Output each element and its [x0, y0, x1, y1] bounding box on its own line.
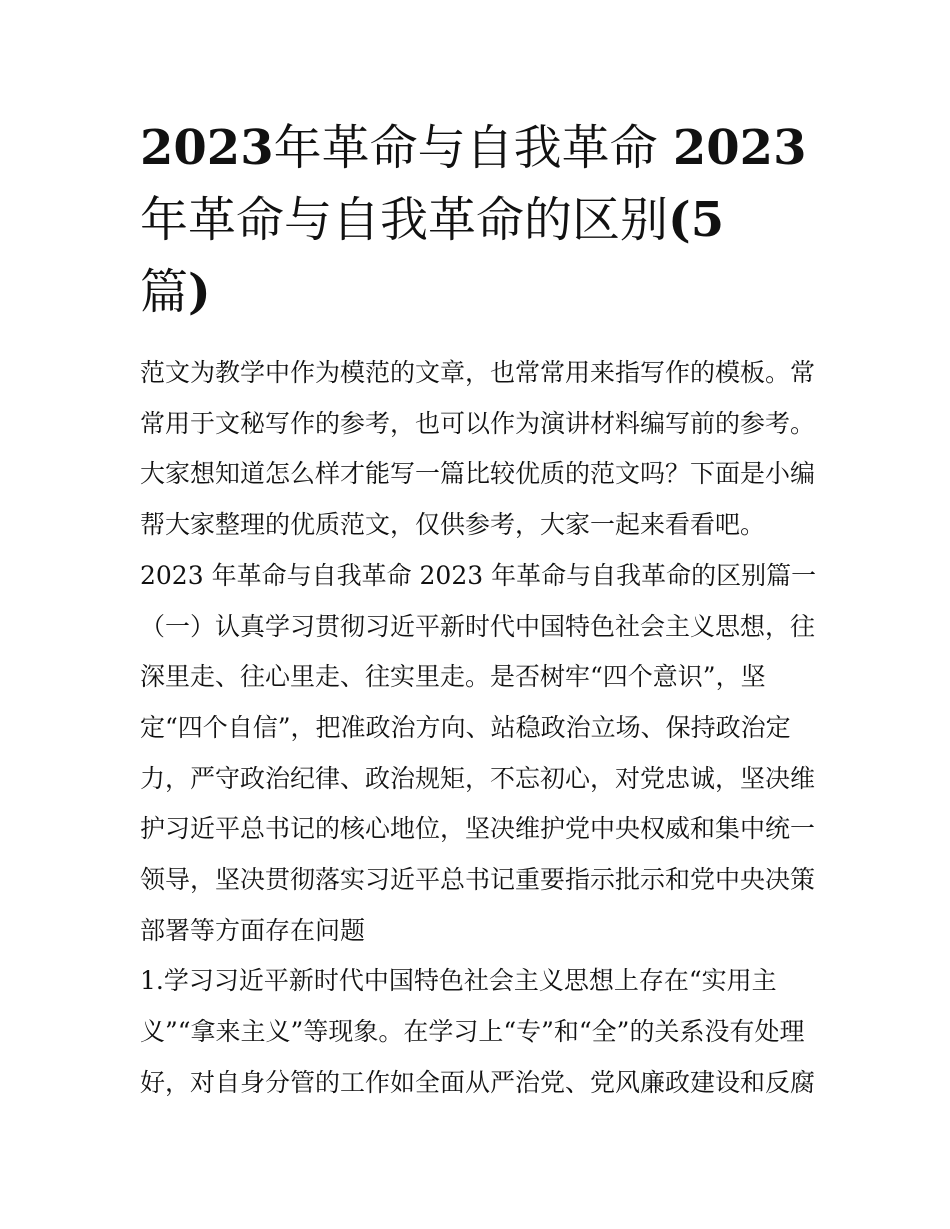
- body-line: 力，严守政治纪律、政治规矩，不忘初心，对党忠诚，坚决维: [140, 763, 816, 793]
- body-line: 大家想知道怎么样才能写一篇比较优质的范文吗？下面是小编: [140, 459, 816, 489]
- title-close-paren: ): [188, 264, 211, 320]
- body-line: 帮大家整理的优质范文，仅供参考，大家一起来看看吧。: [140, 510, 766, 540]
- section-heading: 2023 年革命与自我革命 2023 年革命与自我革命的区别篇一: [140, 560, 817, 590]
- body-line: 领导，坚决贯彻落实习近平总书记重要指示批示和党中央决策: [140, 865, 816, 895]
- body-line: （一）认真学习贯彻习近平新时代中国特色社会主义思想，往: [140, 611, 816, 641]
- title-line-2: [140, 184, 815, 256]
- body-line: 深里走、往心里走、往实里走。是否树牢“四个意识”，坚: [140, 662, 766, 692]
- document-title: [140, 112, 815, 328]
- body-line: 好，对自身分管的工作如全面从严治党、党风廉政建设和反腐: [140, 1067, 816, 1097]
- title-line-1: [140, 112, 815, 184]
- body-line: 部署等方面存在问题: [140, 915, 366, 945]
- body-line: 1.学习习近平新时代中国特色社会主义思想上存在“实用主: [140, 966, 777, 996]
- body-line: 护习近平总书记的核心地位，坚决维护党中央权威和集中统一: [140, 814, 816, 844]
- title-year-1: 2023: [140, 120, 274, 176]
- title-year-2: 2023: [672, 120, 807, 176]
- title-text-1: 年革命与自我革命: [273, 120, 658, 176]
- body-line: 定“四个自信”，把准政治方向、站稳政治立场、保持政治定: [140, 712, 791, 742]
- title-line-3: [140, 256, 815, 328]
- body-line: 范文为教学中作为模范的文章，也常常用来指写作的模板。常: [140, 358, 816, 387]
- title-text-3: 篇: [140, 264, 189, 320]
- body-line: 义”“拿来主义”等现象。在学习上“专”和“全”的关系没有处理: [140, 1017, 805, 1047]
- title-count: (5: [668, 192, 725, 248]
- document-body: [140, 348, 815, 1109]
- document-content: [140, 112, 815, 1109]
- body-line: 常用于文秘写作的参考，也可以作为演讲材料编写前的参考。: [140, 408, 816, 438]
- title-text-2: 年革命与自我革命的区别: [140, 192, 669, 248]
